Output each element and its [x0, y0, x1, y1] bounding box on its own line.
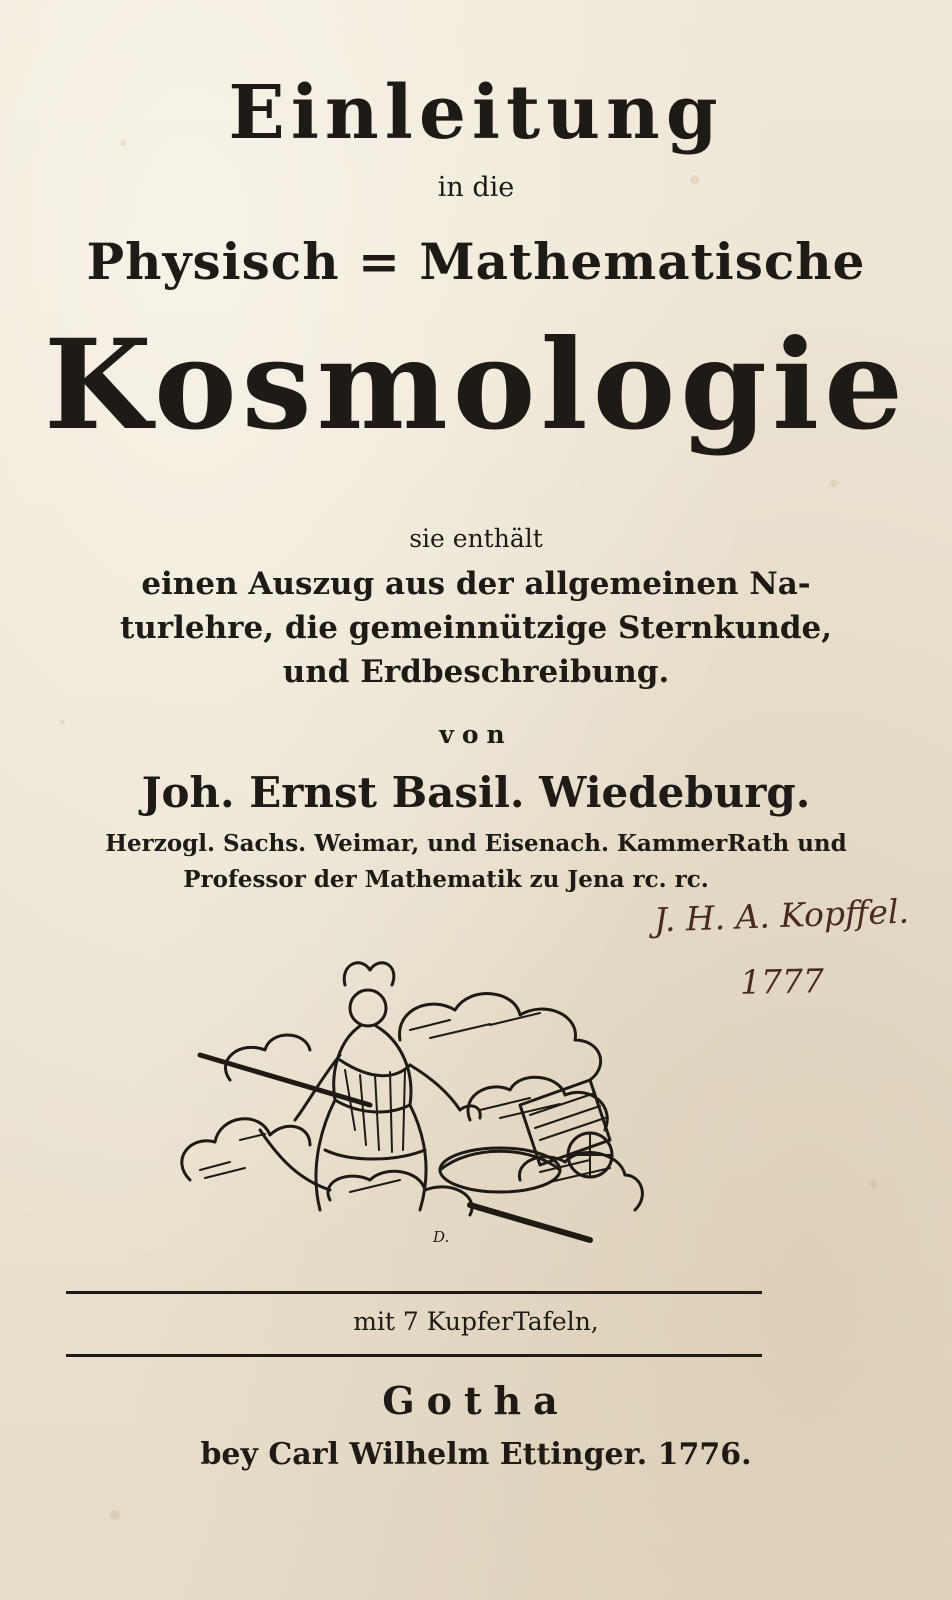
bottom-rule: [66, 1354, 762, 1357]
subtitle-line-2: turlehre, die gemeinnützige Sternkunde,: [119, 610, 833, 646]
subtitle-line-1: einen Auszug aus der allgemeinen Na-: [141, 566, 811, 602]
imprint-publisher: bey Carl Wilhelm Ettinger. 1776.: [200, 1437, 752, 1472]
title-line-kosmologie: Kosmologie: [44, 313, 908, 458]
title-line-in-die: in die: [437, 172, 515, 203]
foxing-spot: [110, 1510, 120, 1520]
vignette-engraver-signature: D.: [433, 1228, 450, 1246]
subtitle-line-sie-enthaelt: sie enthält: [409, 524, 543, 553]
handwritten-owner-name: J. H. A. Kopffel.: [653, 891, 910, 940]
imprint-city: Gotha: [382, 1378, 570, 1423]
allegorical-woodcut-vignette: [170, 930, 670, 1260]
top-rule: [66, 1291, 762, 1294]
plates-note: mit 7 KupferTafeln,: [353, 1307, 599, 1336]
byline-von: von: [439, 720, 513, 749]
title-line-physisch-mathematische: Physisch = Mathematische: [86, 232, 866, 291]
foxing-spot: [830, 480, 837, 487]
handwritten-year: 1777: [739, 961, 825, 1002]
author-position-line-2: Professor der Mathematik zu Jena rc. rc.: [183, 866, 709, 893]
foxing-spot: [870, 1180, 878, 1188]
title-line-einleitung: Einleitung: [228, 70, 724, 156]
subtitle-line-3: und Erdbeschreibung.: [282, 654, 670, 690]
author-name: Joh. Ernst Basil. Wiedeburg.: [141, 768, 811, 817]
author-position-line-1: Herzogl. Sachs. Weimar, und Eisenach. KammerRath und: [105, 830, 847, 857]
